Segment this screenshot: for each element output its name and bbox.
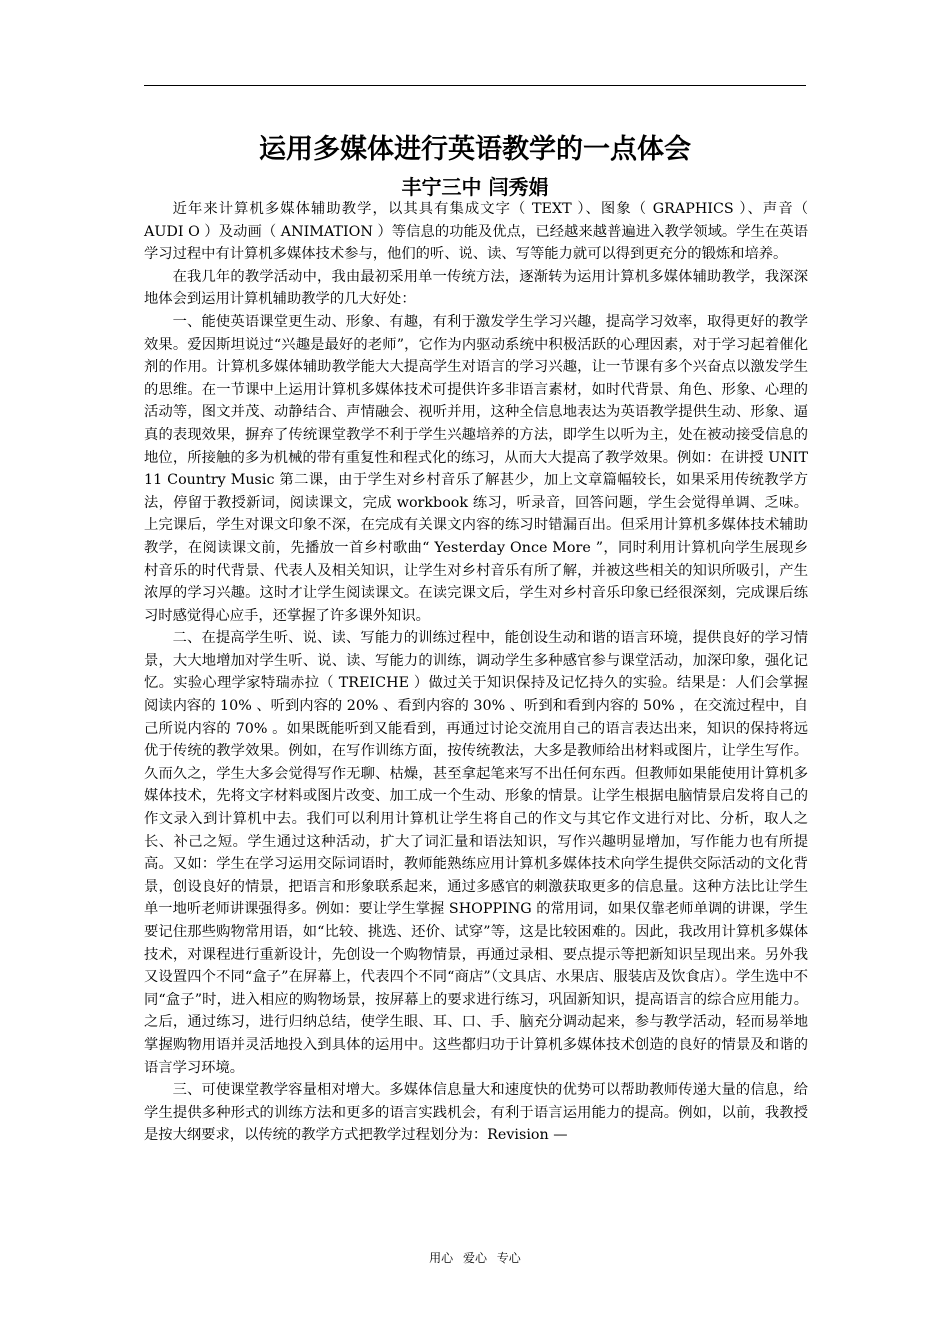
paragraph-point-two: 二、在提高学生听、说、读、写能力的训练过程中，能创设生动和谐的语言环境，提供良好的学习情景，大大地增加对学生听、说、读、写能力的训练，调动学生多种感官参与课堂活动，加深印象，强化记忆。实验心理学家特瑞赤拉（ TREICHE ）做过关于知识保持及记忆持久的实验。结果是：人们会掌握阅读内容的 10% 、听到内容的 20% 、看到内容的 30% 、听到和看到内容的 50% ，在交流过程中，自己所说内容的 70% 。如果既能听到又能看到，再通过讨论交流用自己的语言表达出来，知识的保持将远优于传统的教学效果。例如，在写作训练方面，按传统教法，大多是教师给出材料或图片，让学生写作。久而久之，学生大多会觉得写作无聊、枯燥，甚至拿起笔来写不出任何东西。但教师如果能使用计算机多媒体技术，先将文字材料或图片改变、加工成一个生动、形象的情景。让学生根据电脑情景启发将自己的作文录入到计算机中去。我们可以利用计算机让学生将自己的作文与其它作文进行对比、分析，取人之长、补己之短。学生通过这种活动，扩大了词汇量和语法知识，写作兴趣明显增加，写作能力也有所提高。又如：学生在学习运用交际词语时，教师能熟练应用计算机多媒体技术向学生提供交际活动的文化背景，创设良好的情景，把语言和形象联系起来，通过多感官的刺激获取更多的信息量。这种方法比让学生单一地听老师讲课强得多。例如：要让学生掌握 SHOPPING 的常用词，如果仅靠老师单调的讲课，学生要记住那些购物常用语，如“比较、挑选、还价、试穿”等，这是比较困难的。因此，我改用计算机多媒体技术，对课程进行重新设计，先创设一个购物情景，再通过录相、要点提示等把新知识呈现出来。另外我又设置四个不同“盒子”在屏幕上，代表四个不同“商店”（文具店、水果店、服装店及饮食店）。学生选中不同“盒子”时，进入相应的购物场景，按屏幕上的要求进行练习，巩固新知识，提高语言的综合应用能力。之后，通过练习，进行归纳总结，使学生眼、耳、口、手、脑充分调动起来，参与教学活动，轻而易举地掌握购物用语并灵活地投入到具体的运用中。这些都归功于计算机多媒体技术创造的良好的情景及和谐的语言学习环境。: [144, 630, 808, 1076]
document-body: [144, 198, 808, 1147]
paragraph-point-one: 一、能使英语课堂更生动、形象、有趣，有利于激发学生学习兴趣，提高学习效率，取得更好的教学效果。爱因斯坦说过“兴趣是最好的老师”，它作为内驱动系统中积极活跃的心理因素，对于学习起着催化剂的作用。计算机多媒体辅助教学能大大提高学生对语言的学习兴趣，让一节课有多个兴奋点以激发学生的思维。在一节课中上运用计算机多媒体技术可提供许多非语言素材，如时代背景、角色、形象、心理的活动等，图文并茂、动静结合、声情融会、视听并用，这种全信息地表达为英语教学提供生动、形象、逼真的表现效果，摒弃了传统课堂教学不利于学生兴趣培养的方法，即学生以听为主，处在被动接受信息的地位，所接触的多为机械的带有重复性和程式化的练习，从而大大提高了教学效果。例如：在讲授 UNIT 11 Country Music 第二课，由于学生对乡村音乐了解甚少，加上文章篇幅较长，如果采用传统教学方法，停留于教授新词，阅读课文，完成 workbook 练习，听录音，回答问题，学生会觉得单调、乏味。上完课后，学生对课文印象不深，在完成有关课文内容的练习时错漏百出。但采用计算机多媒体技术辅助教学，在阅读课文前，先播放一首乡村歌曲“ Yesterday Once More ”，同时利用计算机向学生展现乡村音乐的时代背景、代表人及相关知识，让学生对乡村音乐有所了解，并被这些相关的知识所吸引，产生浓厚的学习兴趣。这时才让学生阅读课文。在读完课文后，学生对乡村音乐印象已经很深刻，完成课后练习时感觉得心应手，还掌握了许多课外知识。: [144, 313, 808, 624]
header-rule: [144, 85, 806, 86]
page-footer: 用心 爱心 专心: [429, 1251, 521, 1265]
document-title: 运用多媒体进行英语教学的一点体会: [259, 134, 691, 165]
author-byline: 丰宁三中 闫秀娟: [401, 175, 549, 199]
paragraph-intro: 近年来计算机多媒体辅助教学，以其具有集成文字（ TEXT ）、图象（ GRAPHICS ）、声音（ AUDI O ）及动画（ ANIMATION ）等信息的功能及优点，已经越来越普遍进入教学领域。学生在英语学习过程中有计算机多媒体技术参与，他们的听、说、读、写等能力就可以得到更充分的锻炼和培养。: [144, 201, 808, 263]
paragraph-experience: 在我几年的教学活动中，我由最初采用单一传统方法，逐渐转为运用计算机多媒体辅助教学，我深深地体会到运用计算机辅助教学的几大好处：: [144, 268, 808, 308]
paragraph-point-three: 三、可使课堂教学容量相对增大。多媒体信息量大和速度快的优势可以帮助教师传递大量的信息，给学生提供多种形式的训练方法和更多的语言实践机会，有利于语言运用能力的提高。例如，以前，我教授是按大纲要求，以传统的教学方式把教学过程划分为：Revision —: [144, 1082, 808, 1144]
